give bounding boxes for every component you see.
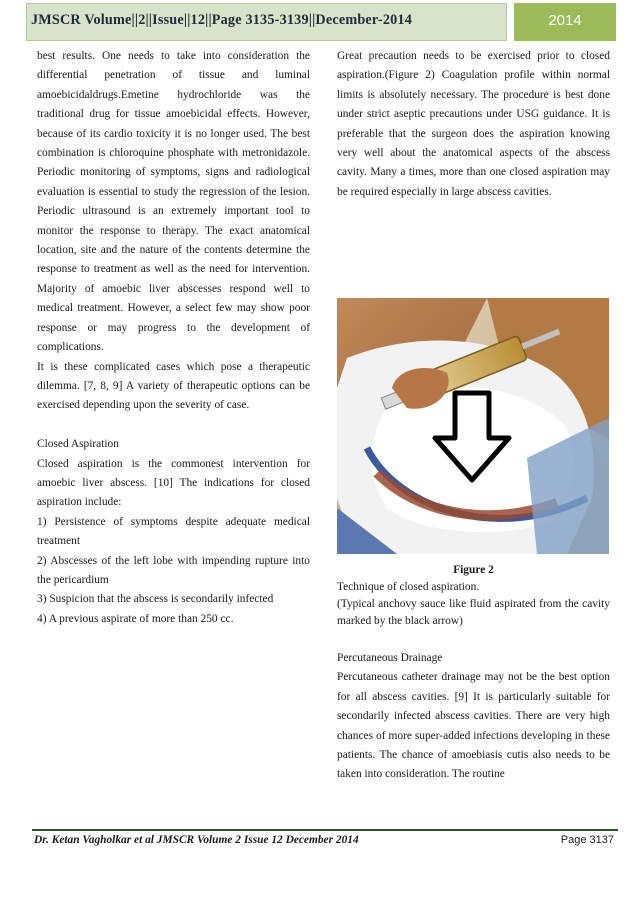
figure-image (337, 298, 609, 554)
paragraph: Percutaneous catheter drainage may not be the best option for all abscess cavities. [9] It is particularly suitable for secondarily infected abscess cavities. There are very high chances of more super-added infections developing in these patients. The chance of amoebiasis cutis also needs to be taken into consideration. The routine (337, 671, 610, 781)
figure-caption (337, 562, 610, 785)
list-item: 3) Suspicion that the abscess is secondarily infected (37, 593, 274, 606)
section-heading: Closed Aspiration (37, 438, 119, 451)
list-item: 2) Abscesses of the left lobe with impending rupture into the pericardium (37, 554, 310, 586)
page-number: Page 3137 (560, 834, 614, 846)
citation: Dr. Ketan Vagholkar et al JMSCR Volume 2 Issue 12 December 2014 (34, 834, 359, 846)
year-badge (514, 3, 616, 41)
footer-rule (32, 829, 618, 831)
caption-line: (Typical anchovy sauce like fluid aspirated from the cavity marked by the black arrow) (337, 598, 610, 627)
aspiration-photo (337, 298, 609, 554)
paragraph: best results. One needs to take into consideration the differential penetration of tissue and luminal amoebicidaldrugs.Emetine hydrochloride was the traditional drug for tissue amoebicidal effects. However, because of its cardio toxicity it is no longer used. The best combination is chloroquine phosphate with metronidazole. Periodic monitoring of symptoms, signs and radiological evaluation is essential to study the regression of the lesion. Periodic ultrasound is an extremely important tool to monitor the response to therapy. The exact anatomical location, site and the nature of the contents determine the response to treatment as well as the need for intervention. Majority of amoebic liver abscesses respond well to medical treatment. However, a select few may show poor response or may progress to the development of complications. (37, 50, 310, 354)
paragraph: It is these complicated cases which pose a therapeutic dilemma. [7, 8, 9] A variety of therapeutic options can be exercised depending upon the severity of case. (37, 360, 310, 412)
list-item: 1) Persistence of symptoms despite adequate medical treatment (37, 515, 310, 548)
paragraph: Closed aspiration is the commonest intervention for amoebic liver abscess. [10] The indications for closed aspiration include: (37, 457, 310, 509)
caption-line: Technique of closed aspiration. (337, 581, 480, 593)
right-column (337, 47, 610, 202)
paragraph: Great precaution needs to be exercised prior to closed aspiration.(Figure 2) Coagulation profile within normal limits is absolutely necessary. The procedure is best done under strict aseptic precautions under USG guidance. It is preferable that the surgeon does the aspiration knowing very well about the anatomical aspects of the abscess cavity. Many a times, more than one closed aspiration may be required especially in large abscess cavities. (337, 50, 610, 198)
year-label: 2014 (548, 12, 582, 29)
left-column (37, 47, 310, 629)
journal-title: JMSCR Volume||2||Issue||12||Page 3135-3139||December-2014 (31, 12, 413, 28)
page-header (26, 3, 616, 41)
journal-banner (26, 3, 507, 41)
figure-title: Figure 2 (453, 564, 494, 576)
list-item: 4) A previous aspirate of more than 250 cc. (37, 612, 234, 625)
section-heading: Percutaneous Drainage (337, 652, 443, 664)
